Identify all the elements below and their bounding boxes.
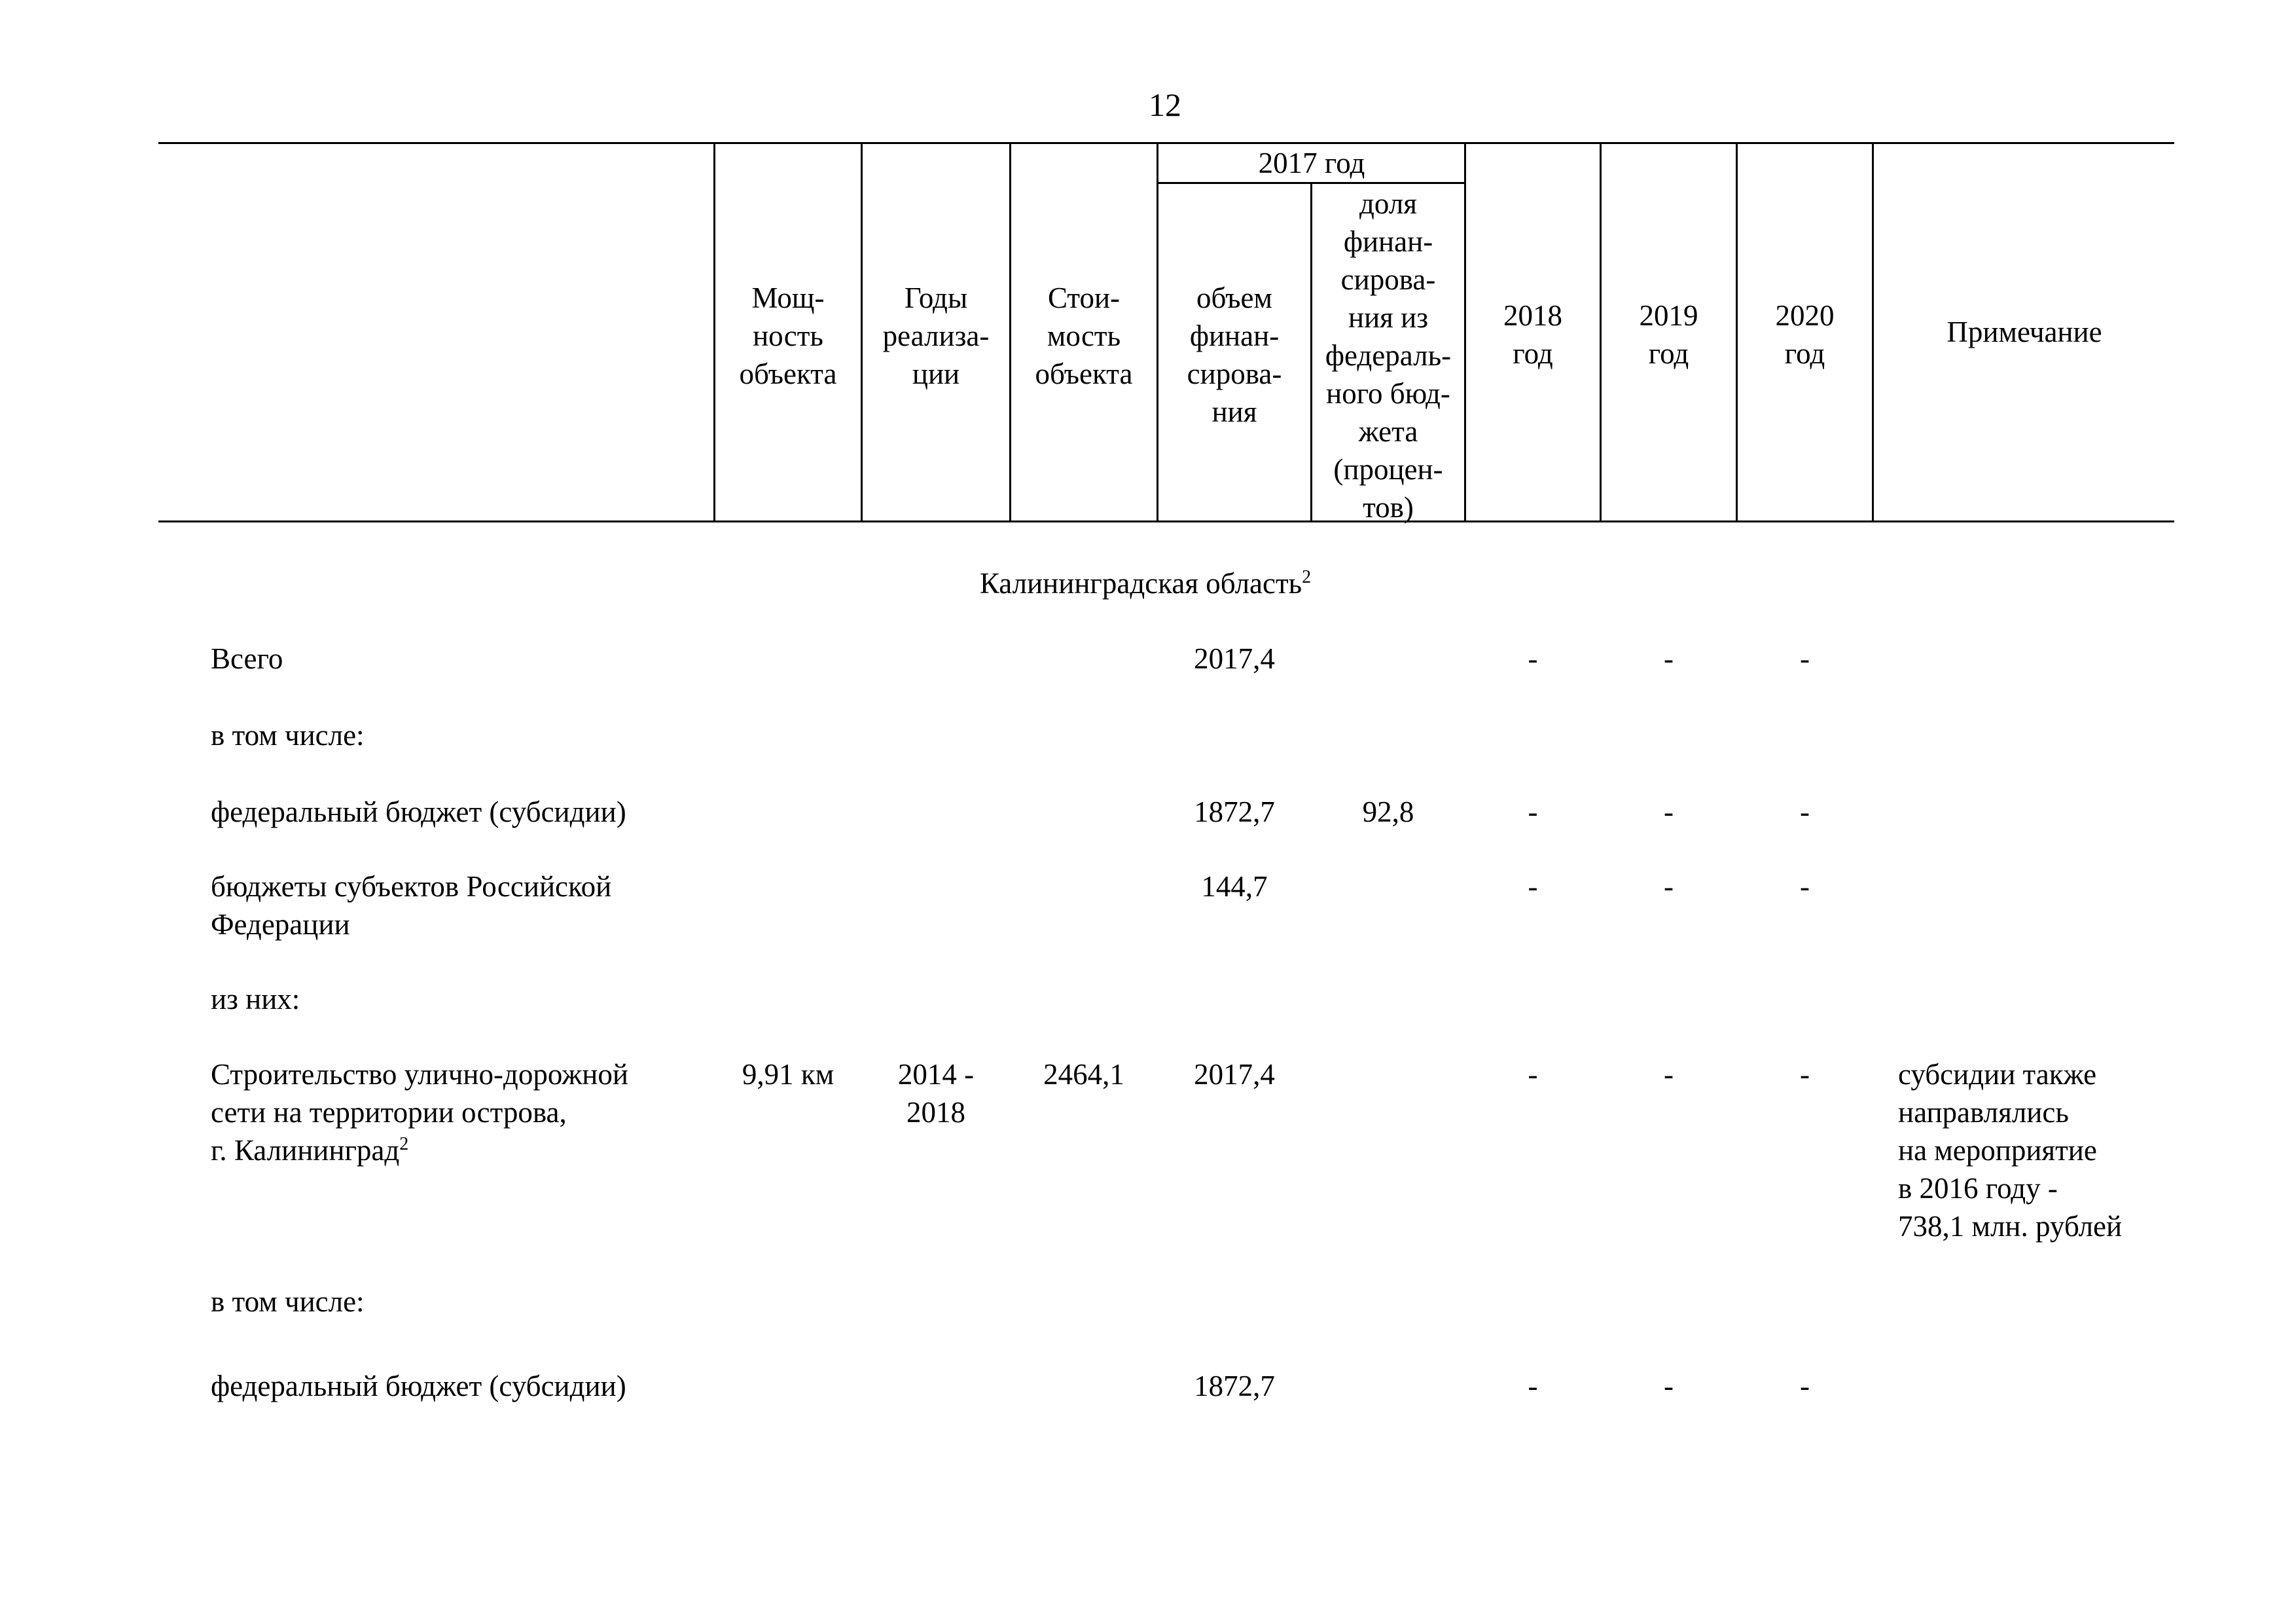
row-label: в том числе: [211, 1285, 365, 1318]
cell-2019: - [1664, 795, 1674, 828]
cell-2020: - [1800, 642, 1810, 675]
cell-volume: 2017,4 [1194, 1058, 1275, 1091]
row-label: из них: [211, 983, 300, 1015]
cell-2020: - [1800, 1370, 1810, 1402]
cell-volume: 1872,7 [1194, 795, 1275, 828]
row-label [211, 1131, 408, 1169]
cell-note: субсидии также [1898, 1058, 2097, 1091]
row-label: федеральный бюджет (субсидии) [211, 795, 626, 828]
region-footnote: 2 [1302, 567, 1312, 587]
cell-2019: - [1664, 1370, 1674, 1402]
cell-note: направлялись [1898, 1096, 2069, 1129]
row-label: сети на территории острова, [211, 1096, 567, 1129]
cell-2019: - [1664, 870, 1674, 903]
cell-note: на мероприятие [1898, 1134, 2097, 1167]
cell-2018: - [1528, 870, 1538, 903]
cell-2018: - [1528, 642, 1538, 675]
cell-2018: - [1528, 795, 1538, 828]
footnote-mark: 2 [399, 1134, 409, 1154]
cell-2019: - [1664, 1058, 1674, 1091]
header-note: Примечание [1946, 316, 2102, 348]
header-years: Годы реализа- ции [882, 282, 990, 390]
row-label: бюджеты субъектов Российской [211, 870, 612, 903]
cell-share: 92,8 [1362, 795, 1414, 828]
cell-volume: 144,7 [1201, 870, 1268, 903]
region-heading [851, 564, 1440, 602]
row-label: федеральный бюджет (субсидии) [211, 1370, 626, 1402]
cell-capacity: 9,91 км [742, 1058, 834, 1091]
header-share: доля финан- сирова- ния из федераль- ного бюд- жета (процен- тов) [1325, 187, 1452, 524]
header-year-2020: 2020 год [1775, 299, 1835, 370]
cell-years: 2014 - [897, 1058, 975, 1091]
cell-note: 738,1 млн. рублей [1898, 1210, 2123, 1243]
cell-volume: 1872,7 [1194, 1370, 1275, 1402]
cell-volume: 2017,4 [1194, 642, 1275, 675]
cell-2020: - [1800, 795, 1810, 828]
cell-2020: - [1800, 1058, 1810, 1091]
row-label: Федерации [211, 908, 350, 941]
cell-note: в 2016 году - [1898, 1172, 2058, 1205]
cell-years: 2018 [906, 1096, 965, 1129]
cell-2020: - [1800, 870, 1810, 903]
header-volume: объем финан- сирова- ния [1187, 282, 1282, 428]
cell-2019: - [1664, 642, 1674, 675]
region-name: Калининградская область [979, 567, 1302, 600]
cell-cost: 2464,1 [1043, 1058, 1124, 1091]
row-label: Строительство улично-дорожной [211, 1058, 628, 1091]
header-year-2019: 2019 год [1639, 299, 1698, 370]
row-label: в том числе: [211, 719, 365, 752]
header-cost: Стои- мость объекта [1035, 282, 1133, 390]
cell-2018: - [1528, 1058, 1538, 1091]
row-label-text: г. Калининград [211, 1134, 400, 1167]
cell-2018: - [1528, 1370, 1538, 1402]
header-year-2018: 2018 год [1503, 299, 1562, 370]
header-year-2017: 2017 год [1258, 147, 1365, 179]
row-label: Всего [211, 642, 283, 675]
header-capacity: Мощ- ность объекта [739, 282, 837, 390]
page-number: 12 [1149, 86, 1181, 123]
